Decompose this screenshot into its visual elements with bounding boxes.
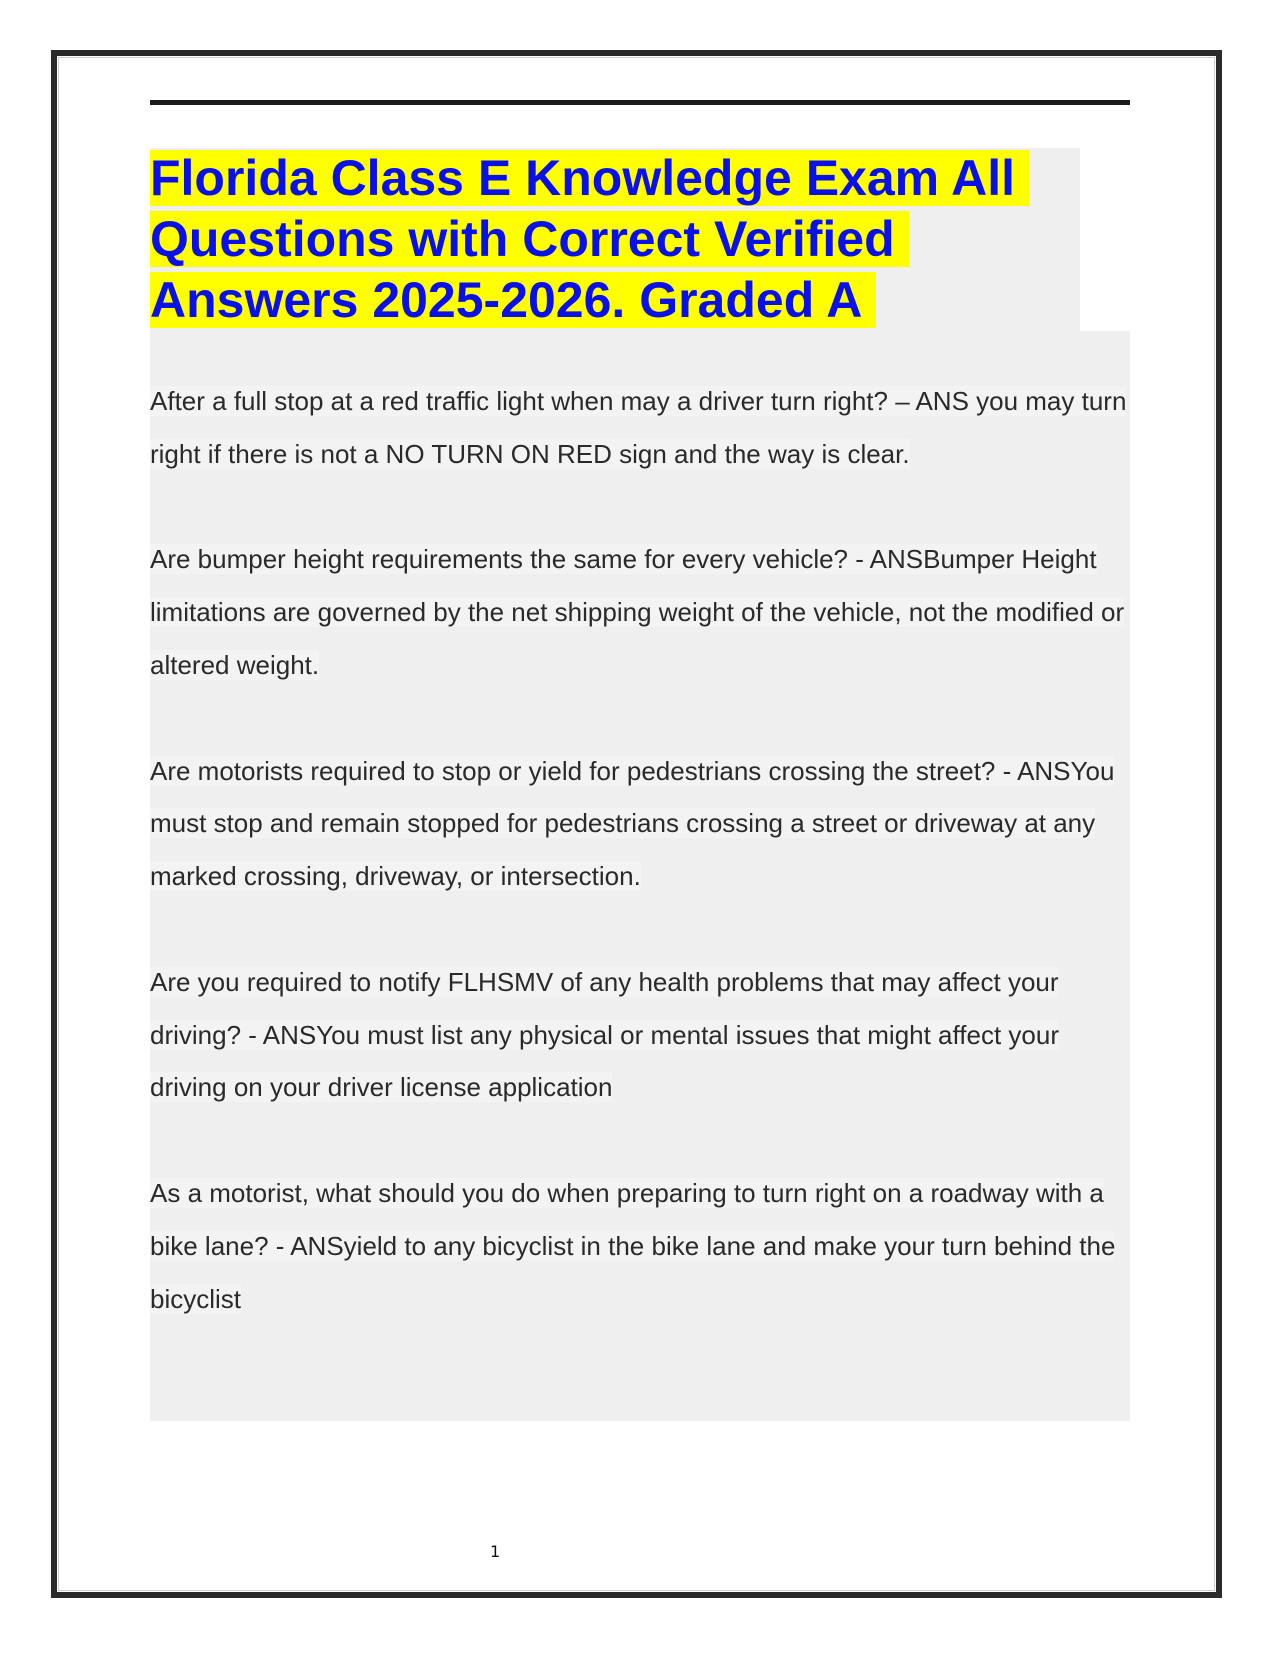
qa-item (150, 533, 1130, 691)
qa-text: Are you required to notify FLHSMV of any health problems that may affect your driving? - ANSYou must list any physical or mental issues that might affect your driving on your driver license application (150, 966, 1059, 1103)
qa-list (150, 375, 1130, 1378)
document-title (150, 148, 1080, 331)
qa-text: After a full stop at a red traffic light when may a driver turn right? – ANS you may turn right if there is not a NO TURN ON RED sign and the way is clear. (150, 386, 1127, 469)
qa-text: Are motorists required to stop or yield for pedestrians crossing the street? - ANSYou must stop and remain stopped for pedestrians crossing a street or driveway at any marked crossing, driveway, or intersection. (150, 755, 1115, 892)
qa-item (150, 956, 1130, 1114)
qa-item (150, 1167, 1130, 1325)
qa-item (150, 745, 1130, 903)
document-title-highlight: Florida Class E Knowledge Exam All Questions with Correct Verified Answers 2025-2026. Graded A (150, 150, 1029, 328)
top-rule-divider (150, 100, 1130, 105)
qa-text: Are bumper height requirements the same for every vehicle? - ANSBumper Height limitations are governed by the net shipping weight of the vehicle, not the modified or altered weight. (150, 544, 1125, 680)
page-number: 1 (490, 1542, 501, 1561)
qa-text: As a motorist, what should you do when preparing to turn right on a roadway with a bike lane? - ANSyield to any bicyclist in the bike lane and make your turn behind the bicyclist (150, 1177, 1116, 1314)
qa-item (150, 375, 1130, 481)
